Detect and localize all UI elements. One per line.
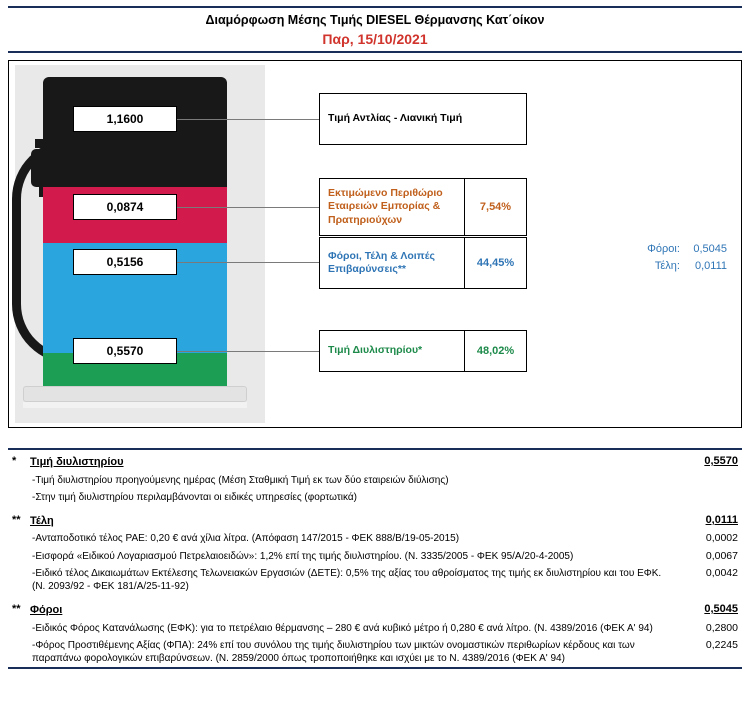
note-fees-heading: [8, 512, 742, 531]
note-fees-item-2-amount: 0,0067: [705, 549, 738, 562]
side-note-taxes: [647, 241, 727, 258]
note-refinery-title: Τιμή διυλιστηρίου: [30, 456, 124, 468]
note-taxes-item-2-text: -Φόρος Προστιθέμενης Αξίας (ΦΠΑ): 24% επί του συνόλου της τιμής διυλιστηρίου των μικτών ονομαστικών περιθωρίων κέρδους και των παραπάνω φορολογικών επιβαρύνσεων. (Ν. 2859/2000 όπως τροποποιήθηκε και ισχύει με το Ν. 4389/2016 (ΦΕΚ Α' 94): [32, 639, 635, 665]
note-taxes-item-2: [8, 637, 742, 667]
legend-margin-percent: 7,54%: [464, 179, 526, 235]
note-fees-amount: 0,0111: [705, 513, 738, 526]
side-note-fees-key: Τέλη:: [654, 260, 680, 273]
note-refinery-line-2: [8, 489, 742, 506]
pump-base-shadow: [23, 402, 247, 408]
note-taxes-heading: [8, 601, 742, 620]
note-taxes-item-2-amount: 0,2245: [705, 638, 738, 651]
side-note-taxes-key: Φόροι:: [647, 243, 680, 255]
chart-bar-retail-price: [43, 77, 227, 187]
note-fees-title: Τέλη: [30, 514, 54, 527]
legend-taxes: [319, 237, 527, 289]
note-taxes-amount: 0,5045: [704, 603, 738, 616]
legend-refinery: [319, 330, 527, 372]
note-fees-item-2-text: -Εισφορά «Ειδικού Λογαριασμού Πετρελαιοειδών»: 1,2% επί της τιμής διυλιστηρίου. (Ν. 3335/2005 - ΦΕΚ 95/Α/20-4-2005): [32, 550, 574, 562]
price-breakdown-chart: [8, 60, 742, 428]
note-fees-marker: **: [12, 513, 21, 526]
value-refinery: 0,5570: [73, 338, 177, 364]
connector-refinery: [177, 351, 319, 352]
note-fees-item-3: [8, 565, 742, 595]
note-fees-item-3-text: -Ειδικό τέλος Δικαιωμάτων Εκτέλεσης Τελωνειακών Εργασιών (ΔΕΤΕ): 0,5% της αξίας του αθροίσματος της τιμής εκ διυλιστηρίου και του ΕΦΚ. (Ν. 2093/92 - ΦΕΚ 181/Α/25-11-92): [32, 567, 662, 592]
connector-retail: [177, 119, 319, 120]
note-fees-item-3-amount: 0,0042: [705, 566, 738, 579]
legend-refinery-label: Τιμή Διυλιστηρίου*: [328, 344, 423, 357]
note-fees-item-1: [8, 530, 742, 547]
pump-base: [23, 386, 247, 402]
note-taxes-marker: **: [12, 603, 21, 616]
note-taxes-title: Φόροι: [30, 604, 63, 617]
connector-taxes: [177, 262, 319, 263]
value-margin: 0,0874: [73, 194, 177, 220]
legend-margin: [319, 178, 527, 236]
note-fees-item-1-amount: 0,0002: [705, 532, 738, 545]
side-note-fees-value: 0,0111: [694, 260, 727, 273]
report-date: Παρ, 15/10/2021: [322, 31, 428, 47]
note-refinery-line-1: [8, 472, 742, 489]
notes-table: [8, 448, 742, 669]
side-note-taxes-value: 0,5045: [693, 243, 727, 255]
tax-fee-side-note: [647, 241, 727, 275]
legend-retail-price-label: Τιμή Αντλίας - Λιανική Τιμή: [328, 112, 463, 125]
note-refinery-heading: [8, 453, 742, 472]
note-taxes-item-1-amount: 0,2800: [705, 621, 738, 634]
side-note-fees: [647, 258, 727, 275]
legend-retail-price: [319, 93, 527, 145]
value-retail-price: 1,1600: [73, 106, 177, 132]
page-title: Διαμόρφωση Μέσης Τιμής DIESEL Θέρμανσης Κατ΄οίκον: [205, 13, 545, 27]
connector-margin: [177, 207, 319, 208]
note-taxes-item-1-text: -Ειδικός Φόρος Κατανάλωσης (ΕΦΚ): για το πετρέλαιο θέρμανσης – 280 € ανά κυβικό μέτρο ή 0,280 € ανά λίτρο. (Ν. 4389/2016 (ΦΕΚ Α' 94): [32, 622, 653, 634]
legend-refinery-percent: 48,02%: [464, 331, 526, 371]
value-taxes: 0,5156: [73, 249, 177, 275]
legend-margin-label: Εκτιμώμενο Περιθώριο Εταιρειών Εμπορίας & Πρατηριούχων: [328, 187, 443, 226]
note-refinery-marker: *: [12, 455, 17, 467]
note-fees-item-2: [8, 548, 742, 565]
note-refinery-line-1-text: -Τιμή διυλιστηρίου προηγούμενης ημέρας (Μέση Σταθμική Τιμή εκ των δύο εταιρειών διύλισης): [32, 474, 449, 486]
note-taxes-item-1: [8, 620, 742, 637]
note-refinery-amount: 0,5570: [704, 455, 738, 467]
legend-taxes-label: Φόροι, Τέλη & Λοιπές Επιβαρύνσεις**: [328, 249, 435, 275]
note-refinery-line-2-text: -Στην τιμή διυλιστηρίου περιλαμβάνονται οι ειδικές υπηρεσίες (φορτωτικά): [32, 491, 357, 503]
page-header: [8, 6, 742, 53]
legend-taxes-percent: 44,45%: [464, 238, 526, 288]
note-fees-item-1-text: -Ανταποδοτικό τέλος ΡΑΕ: 0,20 € ανά χίλια λίτρα. (Απόφαση 147/2015 - ΦΕΚ 888/Β/19-05-2015): [32, 533, 460, 545]
